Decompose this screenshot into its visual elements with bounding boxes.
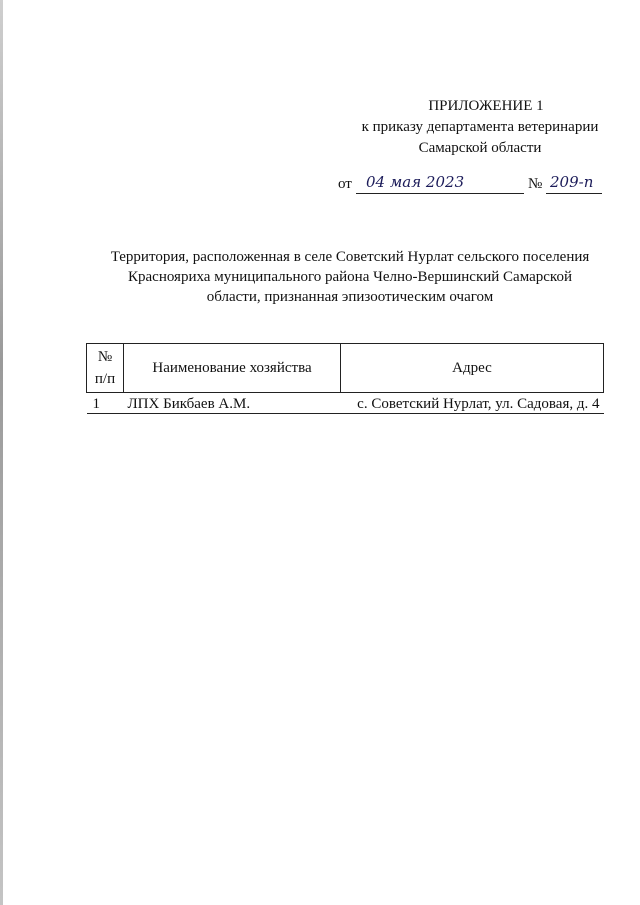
- document-title: [60, 247, 640, 307]
- scan-edge: [0, 0, 3, 905]
- appendix-header: [330, 96, 630, 159]
- date-underline: [356, 193, 524, 194]
- order-from-label: от: [338, 176, 352, 192]
- column-header-address: Адрес: [341, 344, 604, 393]
- column-header-number-abbr: п/п: [94, 371, 116, 387]
- column-header-number-sign: №: [97, 349, 113, 365]
- order-date-handwritten: 04 мая 2023: [366, 173, 465, 191]
- number-underline: [546, 193, 602, 194]
- row-farm-name: ЛПХ Бикбаев А.М.: [124, 393, 341, 414]
- column-header-farm-name: Наименование хозяйства: [124, 344, 341, 393]
- table-header-row: [87, 344, 604, 393]
- appendix-title: ПРИЛОЖЕНИЕ 1: [428, 98, 544, 114]
- order-number-handwritten: 209-п: [550, 173, 594, 191]
- document-title-line-2: Краснояриха муниципального района Челно-Вершинский Самарской: [128, 269, 572, 285]
- row-address: с. Советский Нурлат, ул. Садовая, д. 4: [341, 393, 604, 414]
- order-reference: [338, 173, 602, 198]
- appendix-region-line: Самарской области: [418, 140, 542, 156]
- farms-table: [86, 343, 604, 414]
- document-title-line-3: области, признанная эпизоотическим очагом: [206, 289, 494, 305]
- row-number: 1: [87, 393, 124, 414]
- document-title-line-1: Территория, расположенная в селе Советский Нурлат сельского поселения: [110, 249, 590, 265]
- appendix-reference-line: к приказу департамента ветеринарии: [361, 119, 599, 135]
- table-row: [87, 393, 604, 414]
- order-number-label: №: [528, 176, 543, 192]
- column-header-number: [87, 344, 124, 393]
